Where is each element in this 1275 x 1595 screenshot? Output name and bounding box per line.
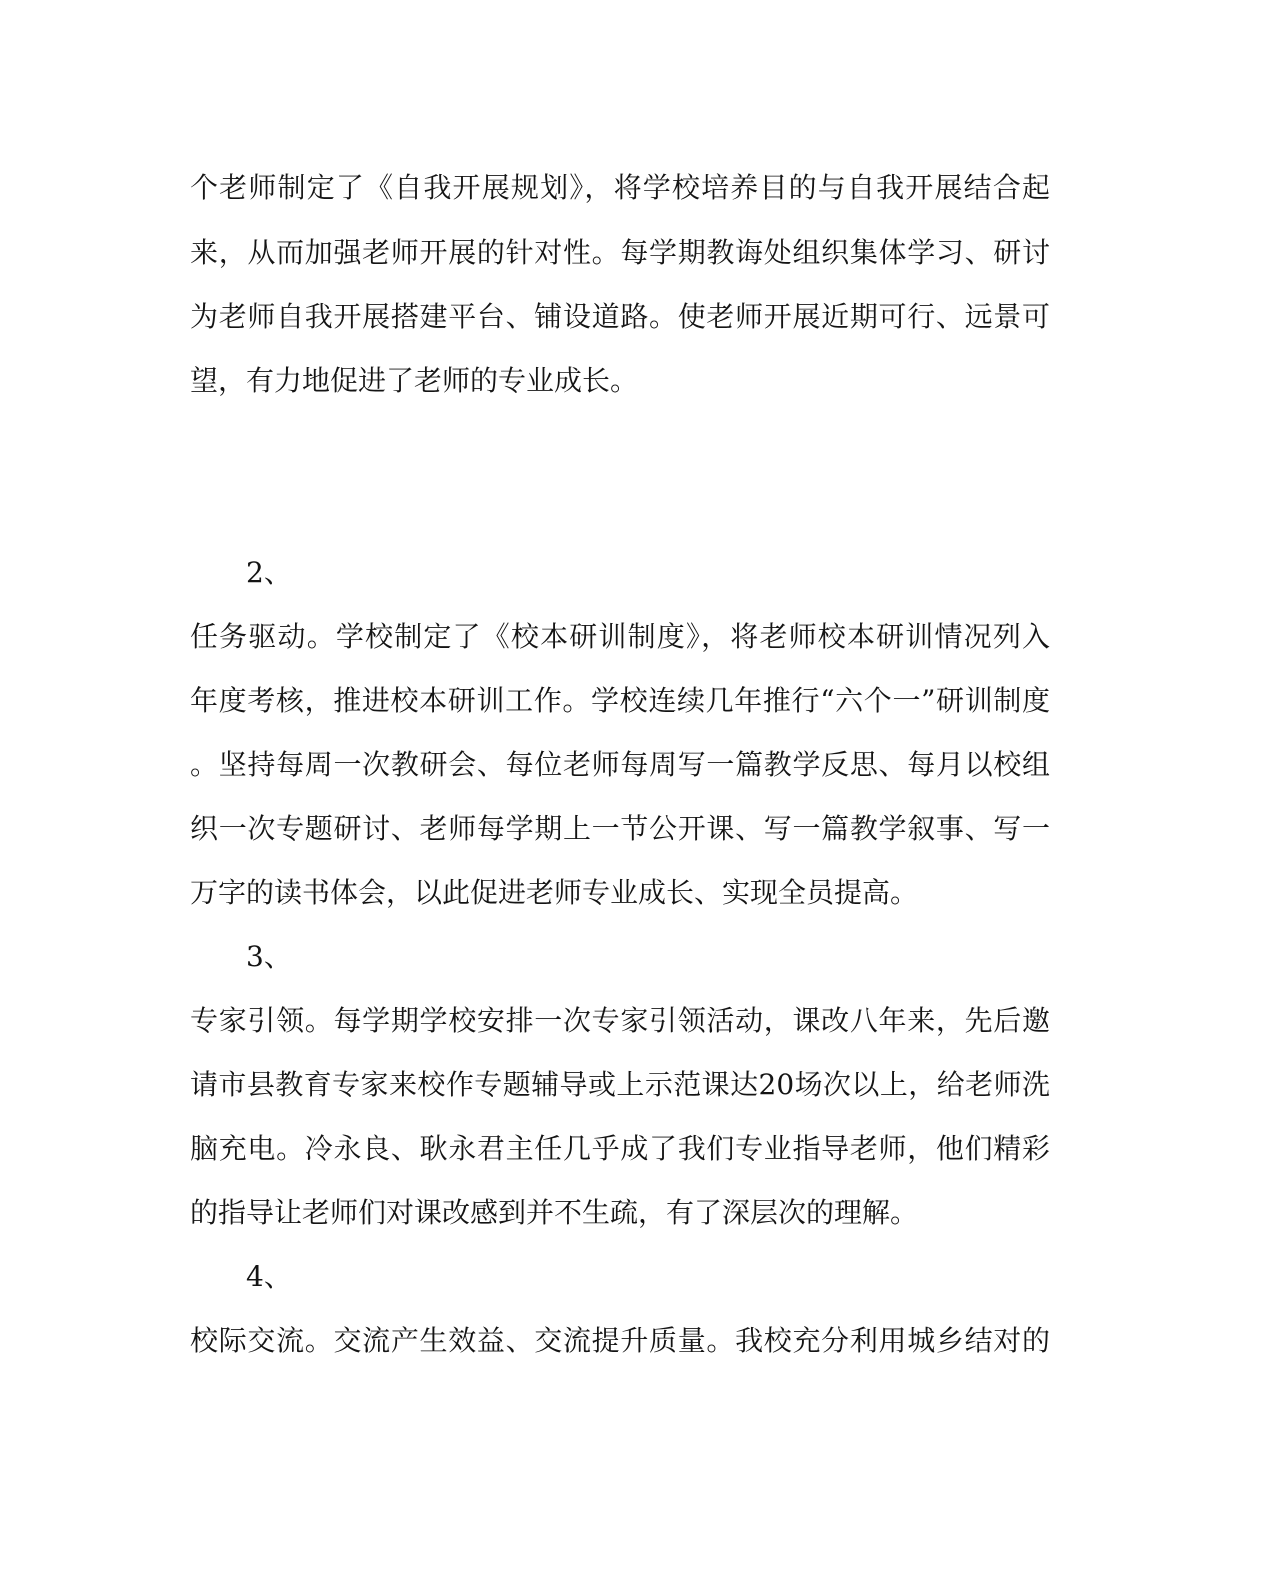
- paragraph-1-line-2: 来，从而加强老师开展的针对性。每学期教诲处组织集体学习、研讨: [190, 236, 1050, 269]
- item-2-line-5: 万字的读书体会，以此促进老师专业成长、实现全员提高。: [190, 876, 919, 909]
- item-3-line-4: 的指导让老师们对课改感到并不生疏，有了深层次的理解。: [190, 1196, 919, 1229]
- item-3-line-3: 脑充电。冷永良、耿永君主任几乎成了我们专业指导老师，他们精彩: [190, 1132, 1050, 1165]
- item-2-line-2: 年度考核，推进校本研训工作。学校连续几年推行“六个一”研训制度: [190, 684, 1050, 717]
- paragraph-1-line-4: 望，有力地促进了老师的专业成长。: [190, 364, 639, 397]
- item-3-line-1: 专家引领。每学期学校安排一次专家引领活动，课改八年来，先后邀: [190, 1004, 1050, 1037]
- paragraph-1-line-1: 个老师制定了《自我开展规划》，将学校培养目的与自我开展结合起: [190, 171, 1050, 204]
- item-4-number: 4、: [246, 1260, 292, 1293]
- item-2-line-1: 任务驱动。学校制定了《校本研训制度》，将老师校本研训情况列入: [190, 620, 1050, 653]
- paragraph-1-line-3: 为老师自我开展搭建平台、铺设道路。使老师开展近期可行、远景可: [190, 300, 1050, 333]
- item-3-line-2: 请市县教育专家来校作专题辅导或上示范课达20场次以上，给老师洗: [190, 1068, 1050, 1101]
- item-2-line-4: 织一次专题研讨、老师每学期上一节公开课、写一篇教学叙事、写一: [190, 812, 1050, 845]
- item-3-number: 3、: [246, 940, 292, 973]
- item-2-line-3: 。坚持每周一次教研会、每位老师每周写一篇教学反思、每月以校组: [190, 748, 1050, 781]
- item-4-line-1: 校际交流。交流产生效益、交流提升质量。我校充分利用城乡结对的: [190, 1324, 1050, 1357]
- item-2-number: 2、: [246, 556, 292, 589]
